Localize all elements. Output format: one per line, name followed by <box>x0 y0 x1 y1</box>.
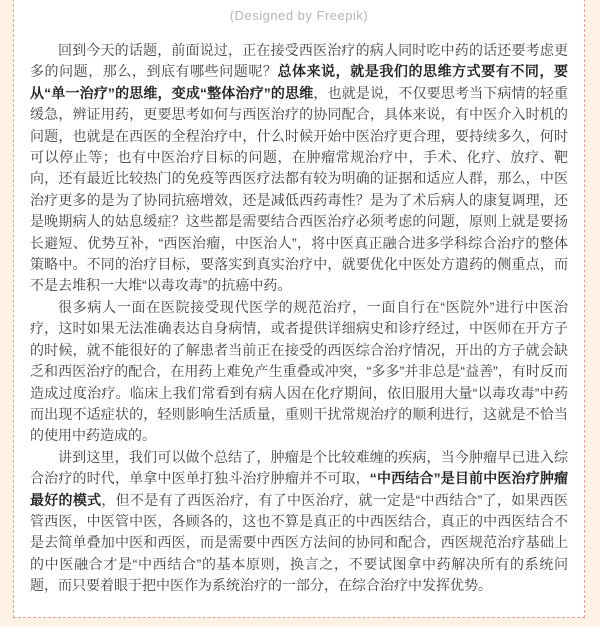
paragraph <box>30 40 568 297</box>
text-segment-bold: 总体来说，就是我们的思维方式要有不同，要从“单一治疗”的思维，变成“整体治疗”的思维 <box>30 63 569 101</box>
designer-credit-text: (Designed by Freepik) <box>229 8 369 23</box>
text-segment: ，但不是有了西医治疗，有了中医治疗，就一定是“中西结合”了，如果西医管西医，中医管中医，各顾各的，这也不算是真正的中西医结合，真正的中西医结合不是去简单叠加中医和西医，而是需要中西医方法间的协同和配合，西医规范治疗基础上的中医融合才是“中西结合”的基本原则，换言之，不要试图拿中药解决所有的系统问题，而只要着眼于把中医作为系统治疗的一部分，在综合治疗中发挥优势。 <box>30 491 568 594</box>
text-segment: 讲到这里，我们可以做个总结了，肿瘤是个比较难缠的疾病，当今肿瘤早已进入综合治疗的时代，单拿中医单打独斗治疗肿瘤并不可取， <box>30 448 568 487</box>
paragraph <box>30 297 568 447</box>
text-segment: 回到今天的话题，前面说过，正在接受西医治疗的病人同时吃中药的话还要考虑更多的问题，那么，到底有哪些问题呢？ <box>30 42 568 80</box>
article-body <box>14 40 584 597</box>
text-segment: 很多病人一面在医院接受现代医学的规范治疗，一面自行在“医院外”进行中医治疗，这时如果无法准确表达自身病情，或者提供详细病史和诊疗经过，中医师在开方子的时候，就不能很好的了解患者当前正在接受的西医综合治疗情况，开出的方子就会缺乏和西医治疗的配合，在用药上难免产生重叠或冲突，“多多”并非总是“益善”，有时反而造成过度治疗。临床上我们常看到有病人因在化疗期间，依旧服用大量“以毒攻毒”中药而出现不适症状的，轻则影响生活质量，重则干扰常规治疗的顺利进行，这就是不恰当的使用中药造成的。 <box>30 298 568 444</box>
text-segment-bold: “中西结合”是目前中医治疗肿瘤最好的模式 <box>30 470 569 508</box>
dashed-border-content-box <box>13 0 585 618</box>
paragraph <box>30 447 568 597</box>
text-segment: ，也就是说，不仅要思考当下病情的轻重缓急，辨证用药，更要思考如何与西医治疗的协同配合，具体来说，有中医介入时机的问题，也就是在西医的全程治疗中，什么时候开始中医治疗更合理，要持续多久，何时可以停止等；也有中医治疗目标的问题，在肿瘤常规治疗中，手术、化疗、放疗、靶向，还有最近比较热门的免疫等西医疗法都有较为明确的证据和适应人群，那么，中医治疗更多的是为了协同抗癌增效，还是减低西药毒性？是为了术后病人的康复调理，还是晚期病人的姑息缓症？这些都是需要结合西医治疗必须考虑的问题，原则上就是要扬长避短、优势互补，“西医治瘤，中医治人”，将中医真正融合进多学科综合治疗的整体策略中。不同的治疗目标，要落实到真实治疗中，就要优化中医处方遣药的侧重点，而不是去堆积一大堆“以毒攻毒”的抗癌中药。 <box>30 84 569 294</box>
